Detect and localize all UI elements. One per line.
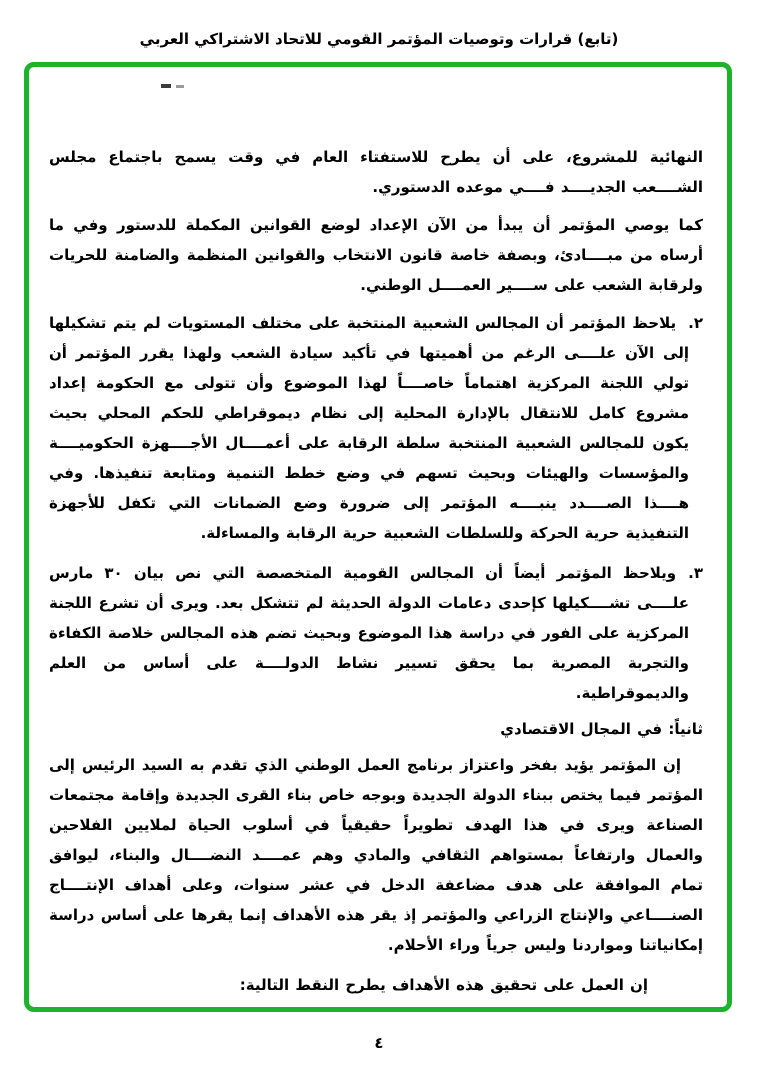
page-number: ٤: [374, 1034, 384, 1052]
scan-artifact: [176, 85, 184, 88]
item-2-number: ٢.: [688, 314, 703, 332]
item-2-text: يلاحظ المؤتمر أن المجالس الشعبية المنتخبة على مختلف المستويات لم يتم تشكيلها إلى الآن علــــى الرغم من أهميتها في تأكيد سيادة الشعب ولهذا يقرر المؤتمر أن تولي اللجنة المركزية اهتماماً خاصــــاً لهذا الموضوع وأن تتولى مع الحكومة إعداد مشروع كامل للانتقال بالإدارة المحلية إلى نظام ديموقراطي للحكم المحلي بحيث يكون للمجالس الشعبية المنتخبة سلطة الرقابة على أعمــــال الأجــــهزة الحكوميــــة والمؤسسات والهيئات وبحيث تسهم في وضع خطط التنمية ومتابعة تنفيذها. وفي هــــذا الصــــدد ينبــــه المؤتمر إلى ضرورة وضع الضمانات التي تكفل للأجهزة التنفيذية حرية الحركة وللسلطات الشعبية حرية الرقابة والمساءلة.: [49, 314, 689, 542]
item-3-number: ٣.: [688, 564, 703, 582]
scan-artifact: [161, 84, 171, 88]
content-frame: [24, 62, 732, 1012]
page-title: (تابع) قرارات وتوصيات المؤتمر القومي للاتحاد الاشتراكي العربي: [139, 30, 619, 48]
paragraph-constitution-referendum: النهائية للمشروع، على أن يطرح للاستفتاء العام في وقت يسمح باجتماع مجلس الشــــعب الجديــــد فــــي موعده الدستوري.: [49, 148, 703, 196]
paragraph-laws-recommendation: كما يوصي المؤتمر أن يبدأ من الآن الإعداد لوضع القوانين المكملة للدستور وفي ما أرساه من مبــــادئ، وبصفة خاصة قانون الانتخاب والقوانين المنظمة والضامنة للحريات ولرقابة الشعب على ســــير العمــــل الوطني.: [49, 216, 703, 294]
paragraph-goals-intro: إن العمل على تحقيق هذه الأهداف يطرح النقط التالية:: [239, 976, 648, 994]
numbered-item-3: [49, 558, 703, 708]
paragraph-national-work-program: إن المؤتمر يؤيد بفخر واعتزاز برنامج العمل الوطني الذي تقدم به السيد الرئيس إلى المؤتمر فيما يختص ببناء الدولة الجديدة وبوجه خاص بناء القرى الجديدة وإقامة مجتمعات الصناعة ويرى في هذا الهدف تطويراً حقيقياً في أسلوب الحياة لملايين الفلاحين والعمال وارتفاعاً بمستواهم الثقافي والمادي وهم عمــــد النضــــال والبناء، ليوافق تمام الموافقة على هدف مضاعفة الدخل في عشر سنوات، وعلى أهداف الإنتــــاج الصنــــاعي والإنتاج الزراعي والمؤتمر إذ يقر هذه الأهداف إنما يقرها على أساس دراسة إمكانياتنا ومواردنا وليس جرياً وراء الأحلام.: [49, 756, 703, 954]
numbered-item-2: [49, 308, 703, 548]
item-3-text: ويلاحظ المؤتمر أيضاً أن المجالس القومية المتخصصة التي نص بيان ٣٠ مارس علــــى تشــــكيلها كإحدى دعامات الدولة الحديثة لم تتشكل بعد. ويرى أن تشرع اللجنة المركزية على الفور في دراسة هذا الموضوع وبحيث تضم هذه المجالس خلاصة الكفاءة والتجربة المصرية بما يحقق تسيير نشاط الدولــــة على أساس من العلم والديموقراطية.: [49, 564, 689, 702]
section-heading-economic: ثانياً: في المجال الاقتصادي: [500, 720, 703, 738]
